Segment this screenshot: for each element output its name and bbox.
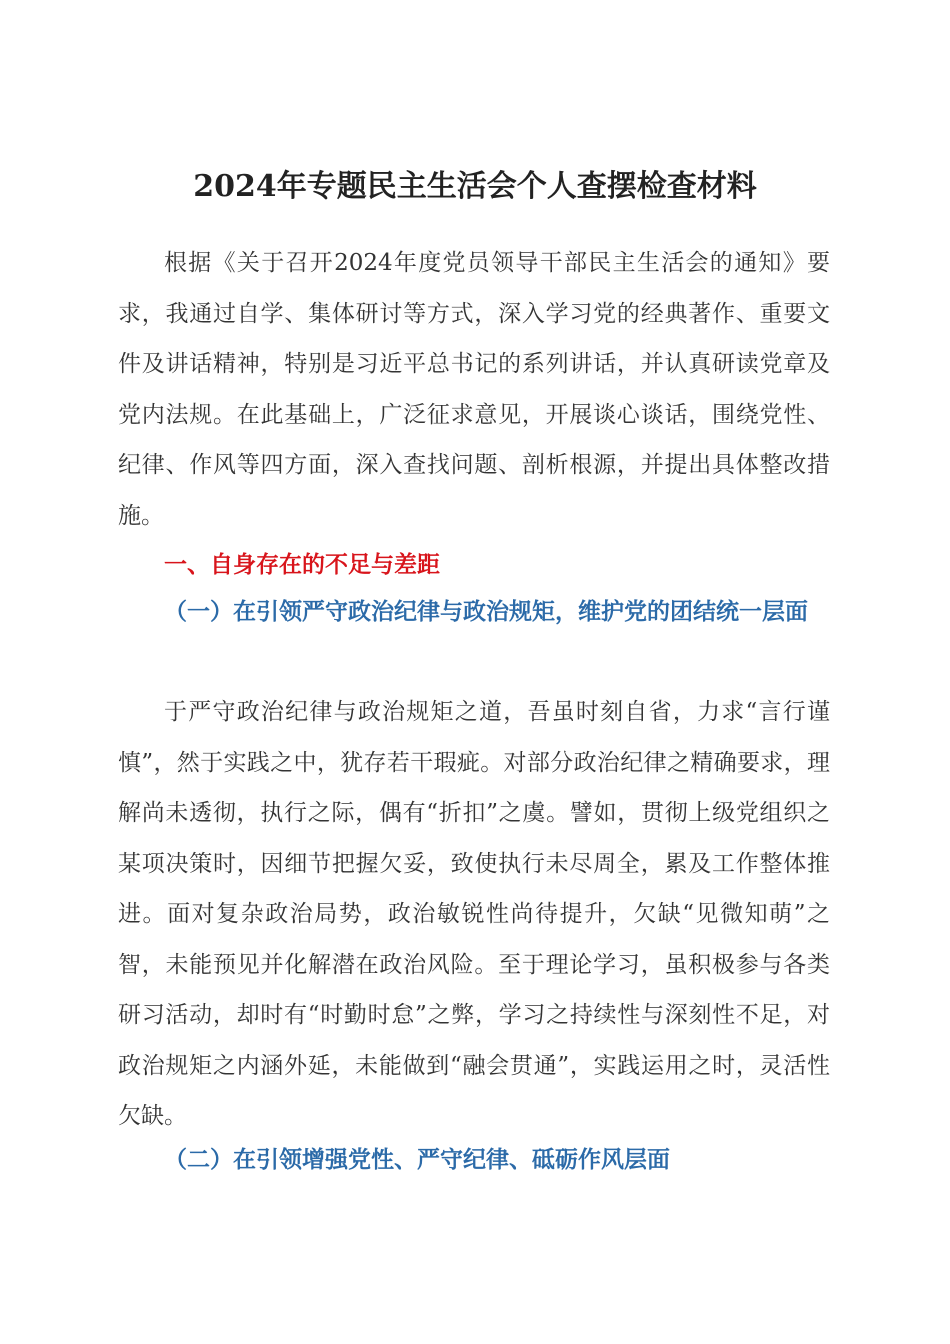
document-title: 2024年专题民主生活会个人查摆检查材料 <box>193 169 757 204</box>
section-heading-1: 一、自身存在的不足与差距 <box>164 552 440 578</box>
subsection-heading-1: （一）在引领严守政治纪律与政治规矩，维护党的团结统一层面 <box>164 598 808 625</box>
subsection-1-paragraph: 于严守政治纪律与政治规矩之道，吾虽时刻自省，力求“言行谨慎”，然于实践之中，犹存若干瑕疵。对部分政治纪律之精确要求，理解尚未透彻，执行之际，偶有“折扣”之虞。譬如，贯彻上级党组织之某项决策时，因细节把握欠妥，致使执行未尽周全，累及工作整体推进。面对复杂政治局势，政治敏锐性尚待提升，欠缺“见微知萌”之智，未能预见并化解潜在政治风险。至于理论学习，虽积极参与各类研习活动，却时有“时勤时怠”之弊，学习之持续性与深刻性不足，对政治规矩之内涵外延，未能做到“融会贯通”，实践运用之时，灵活性欠缺。 <box>118 699 830 1129</box>
intro-paragraph: 根据《关于召开2024年度党员领导干部民主生活会的通知》要求，我通过自学、集体研讨等方式，深入学习党的经典著作、重要文件及讲话精神，特别是习近平总书记的系列讲话，并认真研读党章及党内法规。在此基础上，广泛征求意见，开展谈心谈话，围绕党性、纪律、作风等四方面，深入查找问题、剖析根源，并提出具体整改措施。 <box>118 250 830 529</box>
subsection-heading-2: （二）在引领增强党性、严守纪律、砥砺作风层面 <box>164 1146 670 1173</box>
